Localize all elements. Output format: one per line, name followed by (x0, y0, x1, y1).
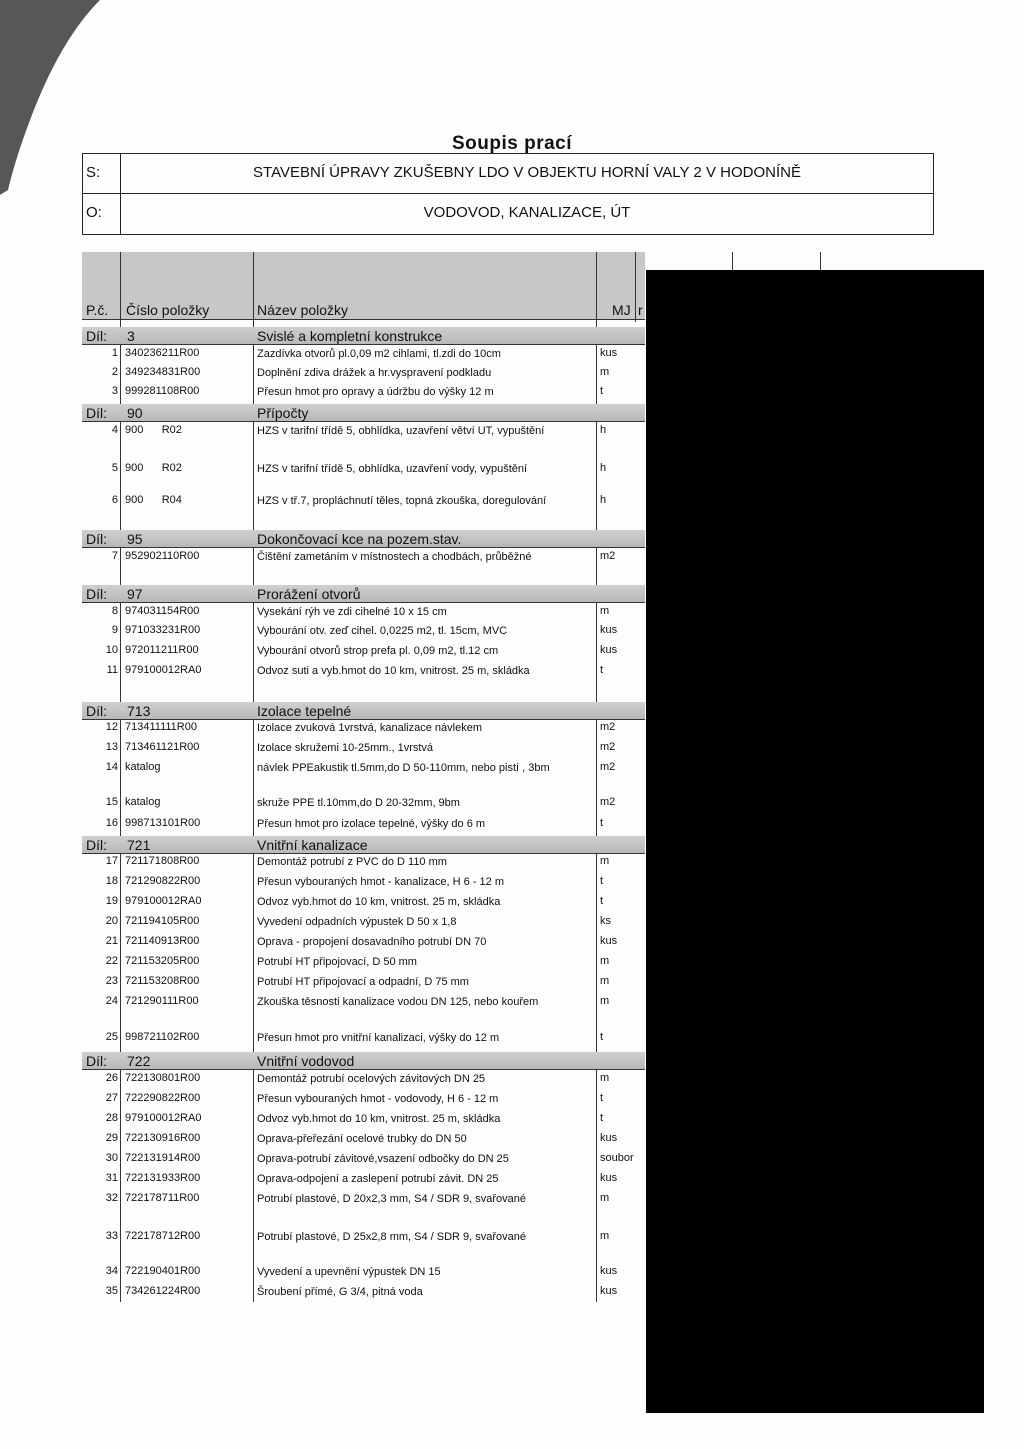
item-unit: t (600, 664, 604, 676)
item-code: 713461121R00 (125, 741, 200, 753)
item-unit: m (600, 366, 610, 378)
item-unit: t (600, 1112, 604, 1124)
item-code: 721140913R00 (125, 935, 200, 947)
row-number: 23 (105, 975, 118, 987)
item-unit: m (600, 955, 610, 967)
section-label: Díl: (86, 703, 107, 719)
section-row (82, 327, 645, 345)
row-number: 7 (111, 550, 118, 562)
row-number: 4 (111, 424, 118, 436)
item-code: 734261224R00 (125, 1285, 201, 1297)
item-name: Oprava-odpojení a zaslepení potrubí závit. DN 25 (257, 1173, 499, 1185)
row-number: 11 (106, 664, 118, 676)
item-name: Demontáž potrubí ocelových závitových DN 25 (257, 1073, 486, 1085)
row-number: 25 (105, 1031, 118, 1043)
section-row (82, 702, 645, 720)
item-unit: kus (600, 624, 618, 636)
section-label: Díl: (86, 328, 107, 344)
item-name: Demontáž potrubí z PVC do D 110 mm (257, 856, 447, 868)
row-number: 24 (105, 995, 118, 1007)
item-name: Vybourání otvorů strop prefa pl. 0,09 m2, tl.12 cm (257, 645, 499, 657)
item-unit: kus (600, 1285, 618, 1297)
item-unit: m2 (600, 550, 616, 562)
section-code: 721 (127, 837, 151, 853)
item-name: Izolace skružemi 10-25mm., 1vrstvá (257, 742, 434, 754)
item-name: Šroubení přímé, G 3/4, pitná voda (257, 1286, 423, 1298)
row-number: 15 (105, 796, 118, 808)
item-name: Přesun hmot pro opravy a údržbu do výšky 12 m (257, 386, 494, 398)
item-name: Zazdívka otvorů pl.0,09 m2 cihlami, tl.zdi do 10cm (257, 348, 501, 360)
item-name: Doplnění zdiva drážek a hr.vyspravení podkladu (257, 367, 492, 379)
item-code: 722131933R00 (125, 1172, 201, 1184)
item-unit: h (600, 462, 607, 474)
col-header-extra: r (638, 302, 643, 318)
item-code: 979100012RA0 (125, 895, 202, 907)
item-code: 900 R02 (125, 424, 182, 436)
row-number: 6 (111, 494, 118, 506)
item-code: 721153208R00 (125, 975, 200, 987)
section-name: Prorážení otvorů (257, 586, 361, 602)
item-unit: kus (600, 935, 618, 947)
row-number: 27 (105, 1092, 118, 1104)
item-name: Přesun vybouraných hmot - kanalizace, H 6 - 12 m (257, 876, 505, 888)
section-code: 3 (127, 328, 135, 344)
item-name: Vybourání otv. zeď cihel. 0,0225 m2, tl. 15cm, MVC (257, 625, 508, 637)
col-divider-4 (635, 252, 636, 322)
item-name: HZS v tř.7, propláchnutí těles, topná zkouška, doregulování (257, 495, 547, 507)
item-code: katalog (125, 761, 161, 773)
item-unit: m (600, 995, 610, 1007)
item-code: 722130801R00 (125, 1072, 201, 1084)
item-name: Potrubí plastové, D 20x2,3 mm, S4 / SDR 9, svařované (257, 1193, 527, 1205)
row-number: 31 (105, 1172, 118, 1184)
row-number: 30 (105, 1152, 118, 1164)
item-unit: kus (600, 347, 618, 359)
row-number: 22 (105, 955, 118, 967)
item-unit: m (600, 605, 610, 617)
item-code: 721171808R00 (125, 855, 200, 867)
item-unit: m (600, 1230, 610, 1242)
section-row (82, 530, 645, 548)
item-unit: m (600, 1072, 610, 1084)
row-number: 34 (105, 1265, 118, 1277)
item-unit: t (600, 385, 604, 397)
section-row (82, 585, 645, 603)
item-code: 972011211R00 (125, 644, 199, 656)
section-name: Dokončovací kce na pozem.stav. (257, 531, 462, 547)
section-code: 713 (127, 703, 151, 719)
item-name: Odvoz vyb.hmot do 10 km, vnitrost. 25 m, skládka (257, 1113, 501, 1125)
row-number: 35 (105, 1285, 118, 1297)
item-unit: m2 (600, 721, 616, 733)
item-name: Zkouška těsnosti kanalizace vodou DN 125, nebo kouřem (257, 996, 539, 1008)
item-name: Čištění zametáním v místnostech a chodbách, průběžné (257, 551, 532, 563)
row-number: 3 (111, 385, 118, 397)
row-number: 33 (105, 1230, 118, 1242)
item-unit: t (600, 875, 604, 887)
row-number: 16 (105, 817, 118, 829)
col-header-mj: MJ (612, 302, 631, 318)
item-code: 722290822R00 (125, 1092, 201, 1104)
item-name: Izolace zvuková 1vrstvá, kanalizace návlekem (257, 722, 482, 734)
item-code: 952902110R00 (125, 550, 200, 562)
item-unit: kus (600, 644, 618, 656)
item-unit: t (600, 1092, 604, 1104)
item-unit: kus (600, 1172, 618, 1184)
header-box (82, 153, 934, 235)
row-number: 2 (111, 366, 118, 378)
header-row-stavba (83, 154, 933, 194)
item-name: Oprava-přeřezání ocelové trubky do DN 50 (257, 1133, 467, 1145)
row-number: 9 (111, 624, 118, 636)
section-label: Díl: (86, 586, 107, 602)
item-name: Vysekání rýh ve zdi cihelné 10 x 15 cm (257, 606, 447, 618)
item-name: skruže PPE tl.10mm,do D 20-32mm, 9bm (257, 797, 460, 809)
row-number: 10 (105, 644, 118, 656)
item-name: Přesun vybouraných hmot - vodovody, H 6 - 12 m (257, 1093, 499, 1105)
item-code: 979100012RA0 (125, 664, 202, 676)
right-grid-line (820, 252, 821, 270)
item-code: 722190401R00 (125, 1265, 201, 1277)
section-name: Přípočty (257, 405, 309, 421)
item-unit: kus (600, 1132, 618, 1144)
section-row (82, 836, 645, 854)
item-code: 722130916R00 (125, 1132, 201, 1144)
row-number: 8 (111, 605, 118, 617)
row-number: 32 (105, 1192, 118, 1204)
item-code: 900 R02 (125, 462, 182, 474)
section-code: 722 (127, 1053, 151, 1069)
row-number: 20 (105, 915, 118, 927)
item-unit: m (600, 1192, 610, 1204)
item-code: 971033231R00 (125, 624, 201, 636)
row-number: 14 (105, 761, 118, 773)
item-code: 722178712R00 (125, 1230, 201, 1242)
item-unit: m2 (600, 741, 616, 753)
section-row (82, 1052, 645, 1070)
row-number: 18 (105, 875, 118, 887)
item-code: 340236211R00 (125, 347, 200, 359)
item-unit: m (600, 855, 610, 867)
item-name: Oprava-potrubí závitové,vsazení odbočky do DN 25 (257, 1153, 509, 1165)
right-grid-line (732, 252, 733, 270)
item-unit: m (600, 975, 610, 987)
header-row-objekt (83, 194, 933, 234)
item-name: HZS v tarifní třídě 5, obhlídka, uzavření vody, vypuštění (257, 463, 528, 475)
stavba-value: STAVEBNÍ ÚPRAVY ZKUŠEBNY LDO V OBJEKTU HORNÍ VALY 2 V HODONÍNĚ (253, 164, 801, 181)
item-code: 999281108R00 (125, 385, 200, 397)
item-code: 900 R04 (125, 494, 182, 506)
row-number: 13 (105, 741, 118, 753)
row-number: 17 (105, 855, 118, 867)
section-name: Izolace tepelné (257, 703, 352, 719)
section-name: Vnitřní vodovod (257, 1053, 355, 1069)
item-unit: t (600, 1031, 604, 1043)
item-code: 974031154R00 (125, 605, 200, 617)
item-name: Potrubí HT připojovací a odpadní, D 75 mm (257, 976, 469, 988)
item-name: Oprava - propojení dosavadního potrubí DN 70 (257, 936, 487, 948)
item-name: Odvoz suti a vyb.hmot do 10 km, vnitrost. 25 m, skládka (257, 665, 530, 677)
row-number: 19 (105, 895, 118, 907)
item-code: katalog (125, 796, 161, 808)
item-unit: ks (600, 915, 611, 927)
item-code: 722178711R00 (125, 1192, 200, 1204)
objekt-label: O: (83, 194, 121, 234)
item-code: 721290822R00 (125, 875, 201, 887)
redaction-block (646, 270, 984, 1413)
section-label: Díl: (86, 405, 107, 421)
item-unit: m2 (600, 761, 616, 773)
item-name: HZS v tarifní třídě 5, obhlídka, uzavření větví UT, vypuštění (257, 425, 545, 437)
item-code: 349234831R00 (125, 366, 201, 378)
item-code: 721290111R00 (125, 995, 199, 1007)
col-header-cislo: Číslo položky (126, 302, 210, 318)
table-header-band (82, 252, 645, 301)
item-name: Vyvedení odpadních výpustek D 50 x 1,8 (257, 916, 457, 928)
item-code: 722131914R00 (125, 1152, 201, 1164)
col-header-nazev: Název položky (257, 302, 349, 318)
item-unit: h (600, 424, 607, 436)
item-unit: soubor (600, 1152, 634, 1164)
section-label: Díl: (86, 531, 107, 547)
section-row (82, 404, 645, 422)
document-title: Soupis prací (451, 133, 573, 154)
item-code: 979100012RA0 (125, 1112, 202, 1124)
section-name: Vnitřní kanalizace (257, 837, 368, 853)
item-code: 998721102R00 (125, 1031, 200, 1043)
objekt-value: VODOVOD, KANALIZACE, ÚT (423, 204, 631, 221)
item-name: Potrubí plastové, D 25x2,8 mm, S4 / SDR 9, svařované (257, 1231, 527, 1243)
row-number: 29 (105, 1132, 118, 1144)
row-number: 5 (111, 462, 118, 474)
item-unit: t (600, 895, 604, 907)
col-header-pc: P.č. (86, 302, 109, 318)
stavba-label: S: (83, 154, 121, 193)
item-code: 998713101R00 (125, 817, 201, 829)
row-number: 12 (105, 721, 118, 733)
item-name: Potrubí HT připojovací, D 50 mm (257, 956, 417, 968)
item-name: Odvoz vyb.hmot do 10 km, vnitrost. 25 m, skládka (257, 896, 501, 908)
column-header-row (82, 301, 645, 320)
item-code: 721153205R00 (125, 955, 200, 967)
section-code: 90 (127, 405, 143, 421)
row-number: 26 (105, 1072, 118, 1084)
section-label: Díl: (86, 1053, 107, 1069)
item-unit: t (600, 817, 604, 829)
item-unit: m2 (600, 796, 616, 808)
section-code: 95 (127, 531, 143, 547)
item-code: 721194105R00 (125, 915, 200, 927)
row-number: 28 (105, 1112, 118, 1124)
section-name: Svislé a kompletní konstrukce (257, 328, 443, 344)
item-unit: kus (600, 1265, 618, 1277)
row-number: 1 (111, 347, 118, 359)
item-code: 713411111R00 (125, 721, 197, 733)
item-name: Přesun hmot pro izolace tepelné, výšky do 6 m (257, 818, 486, 830)
section-label: Díl: (86, 837, 107, 853)
item-unit: h (600, 494, 607, 506)
item-name: Vyvedení a upevnění výpustek DN 15 (257, 1266, 441, 1278)
item-name: Přesun hmot pro vnitřní kanalizaci, výšky do 12 m (257, 1032, 500, 1044)
item-name: návlek PPEakustik tl.5mm,do D 50-110mm, nebo pistí , 3bm (257, 762, 550, 774)
section-code: 97 (127, 586, 143, 602)
row-number: 21 (105, 935, 118, 947)
